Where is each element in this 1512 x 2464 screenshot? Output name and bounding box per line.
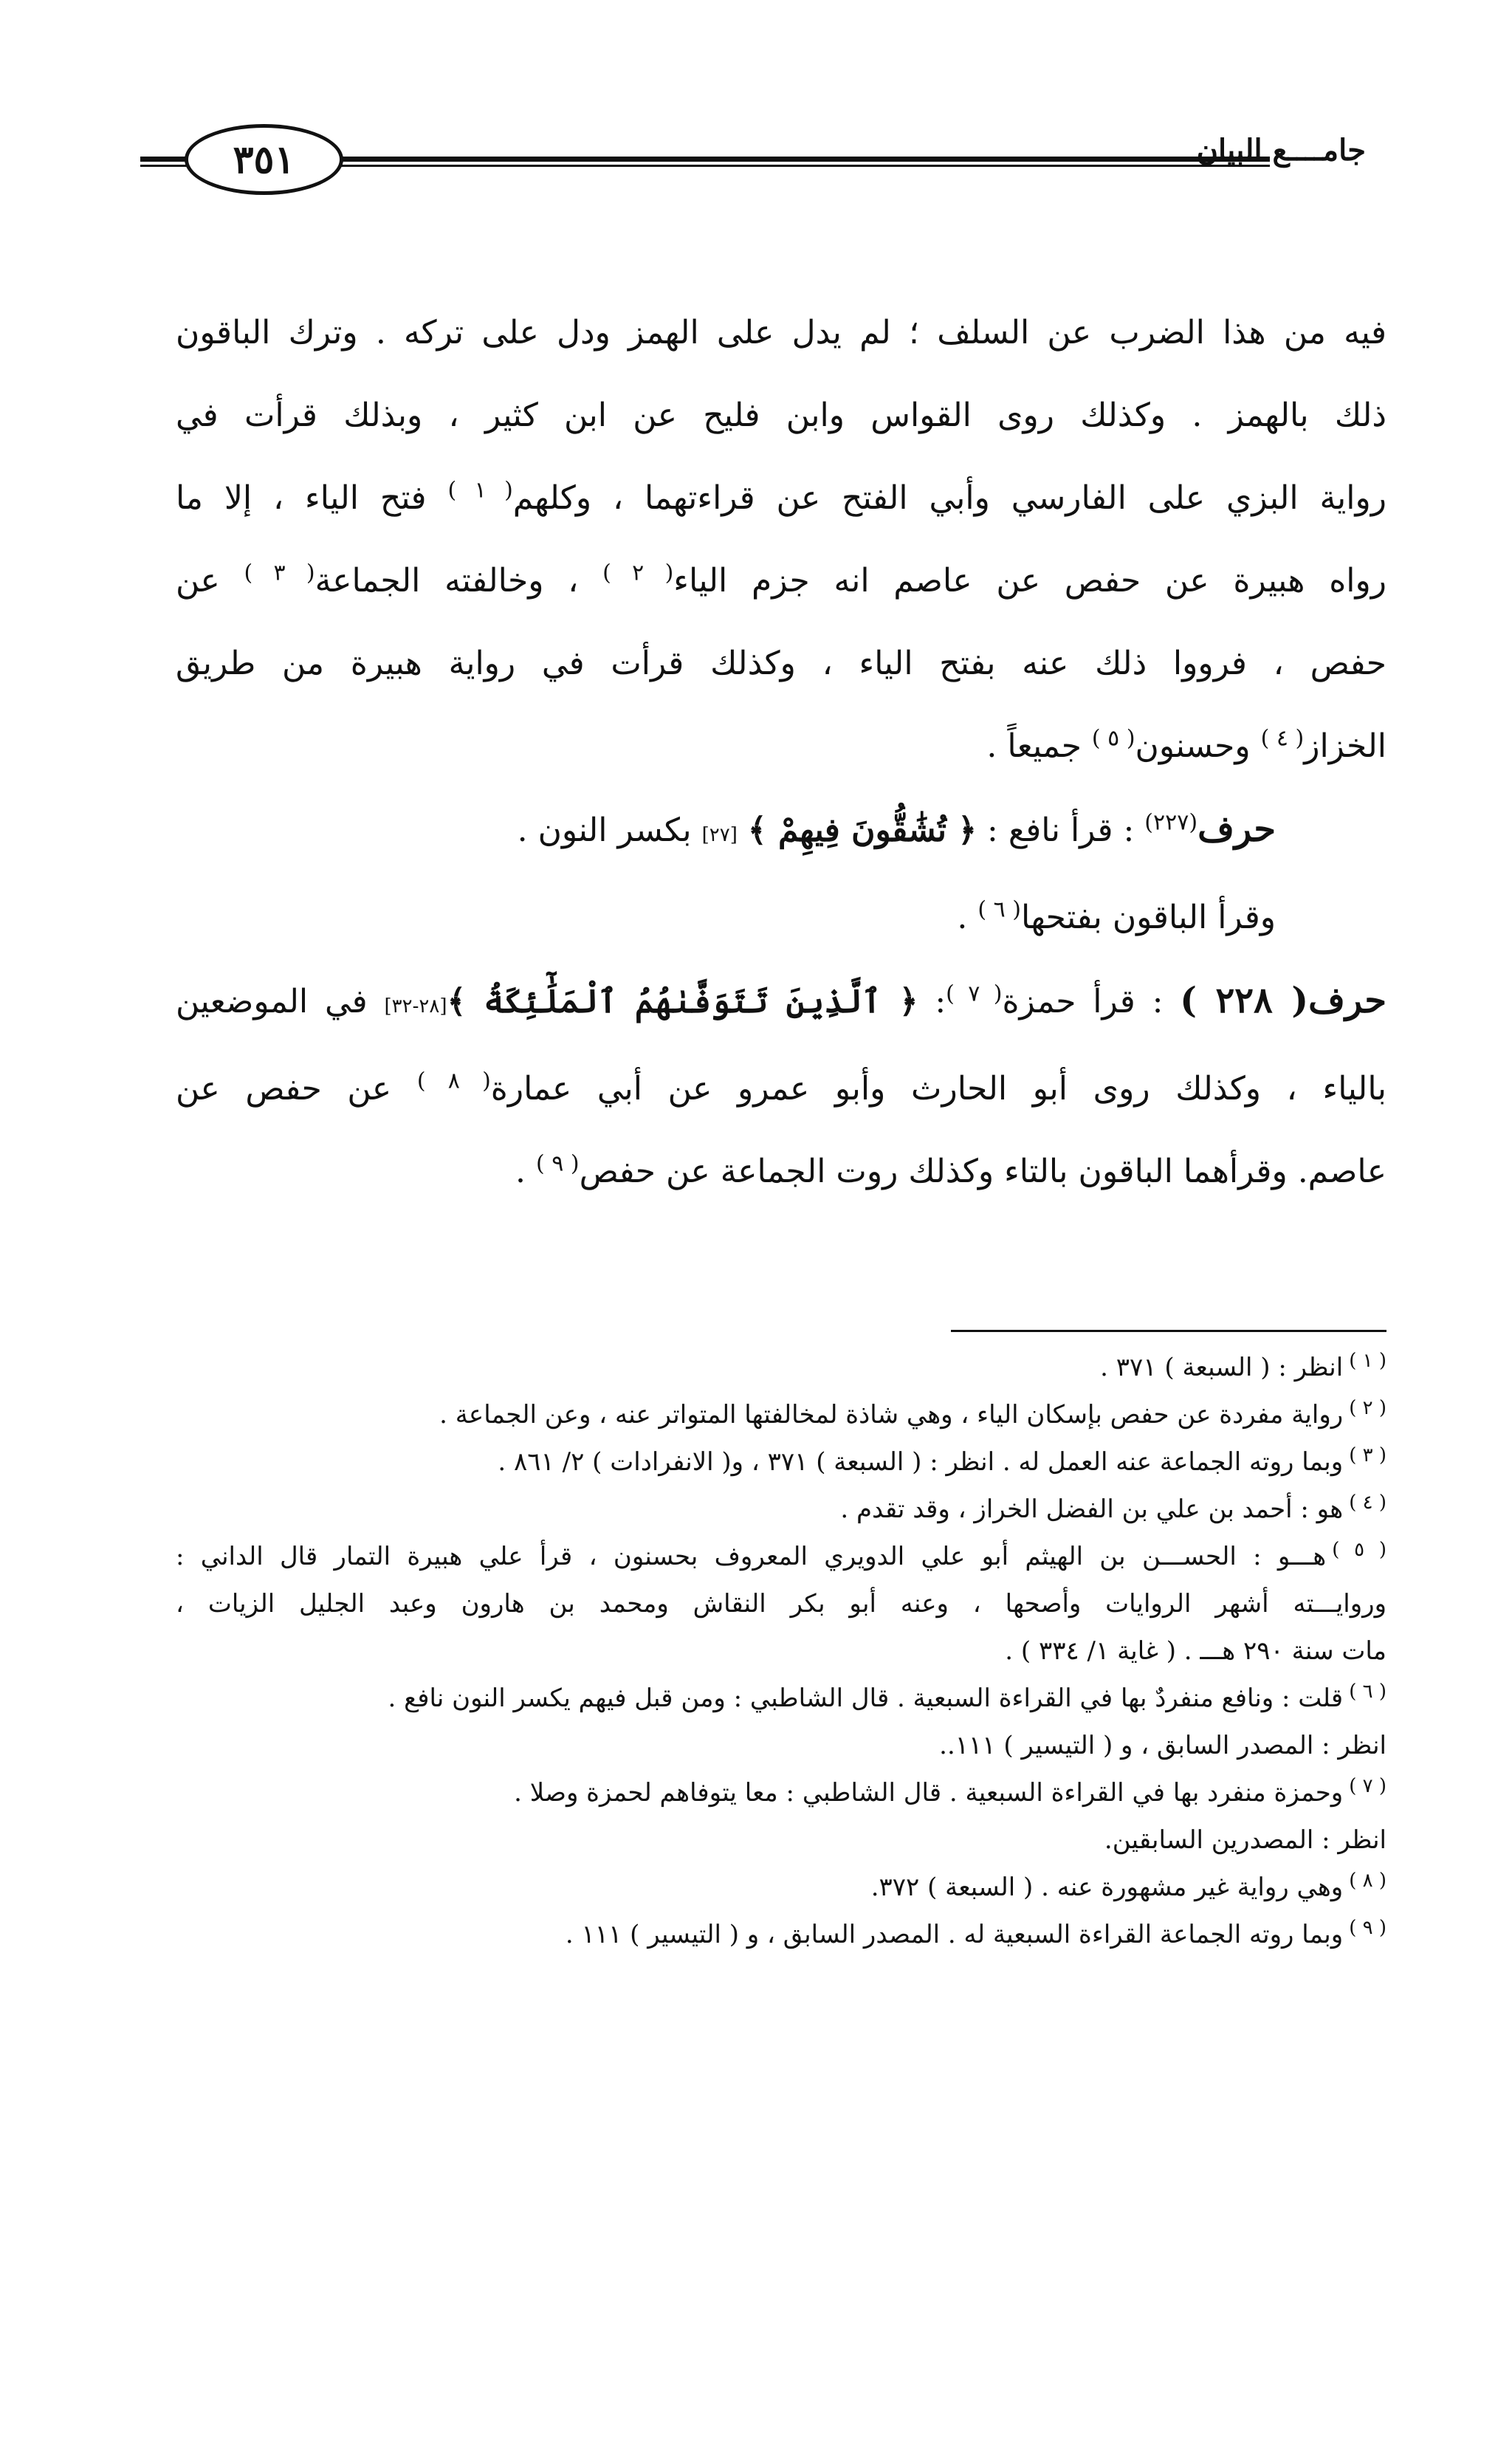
text-segment: رواية البزي على الفارسي وأبي الفتح عن قراءتهما ، وكلهم xyxy=(512,479,1386,517)
text-line xyxy=(176,959,1386,1048)
footnote-line: انظر : المصدرين السابقين. xyxy=(1104,1825,1386,1855)
text-segment: . xyxy=(957,899,968,936)
paragraph-harf-227 xyxy=(176,788,1386,959)
text-segment: الخزاز xyxy=(1304,727,1386,765)
footnote-9 xyxy=(176,1911,1386,1958)
footnote-7 xyxy=(176,1769,1386,1864)
text-segment: في الموضعين xyxy=(176,983,368,1020)
quran-verse: ﴿ ٱلَّذِينَ تَتَوَفَّىٰهُمُ ٱلْمَلَٰٓئِكَةُ ﴾ xyxy=(447,983,918,1020)
footnote-text: وبما روته الجماعة عنه العمل له . انظر : ( السبعة ) ٣٧١ ، و( الانفرادات ) ٢/ ٨٦١ . xyxy=(498,1447,1344,1477)
footnote-ref-5: ( ٥ ) xyxy=(1091,725,1135,752)
footnote-text: هو : أحمد بن علي بن الفضل الخراز ، وقد تقدم . xyxy=(840,1494,1344,1524)
footnote-4 xyxy=(176,1486,1386,1533)
book-title: جامــــع البيان xyxy=(1196,133,1366,168)
footnote-text: وهي رواية غير مشهورة عنه . ( السبعة ) ٣٧٢. xyxy=(870,1873,1344,1902)
quran-verse: ﴿ تُشَٰقُّونَ فِيهِمْ ﴾ xyxy=(747,811,977,849)
text-segment: . xyxy=(515,1153,526,1190)
harf-number: (٢٢٧) xyxy=(1144,809,1198,836)
footnote-number: ( ٢ ) xyxy=(1349,1396,1386,1419)
main-text xyxy=(176,292,1386,1213)
footnote-number: ( ٩ ) xyxy=(1349,1916,1386,1939)
footnote-line xyxy=(176,1769,1386,1816)
text-segment: وقرأ الباقون بفتحها xyxy=(1020,899,1276,936)
header-rule-right xyxy=(336,157,1270,167)
footnote-line xyxy=(176,1533,1386,1580)
harf-number: ( ٢٢٨ ) xyxy=(1180,980,1309,1021)
footnote-number: ( ٧ ) xyxy=(1349,1774,1386,1797)
text-line: ذلك بالهمز . وكذلك روى القواس وابن فليح عن ابن كثير ، وبذلك قرأت في xyxy=(176,397,1386,434)
verse-reference: [٢٨-٣٢] xyxy=(384,995,447,1017)
text-segment: : xyxy=(935,983,946,1020)
paragraph-intro xyxy=(176,292,1386,788)
footnote-line: انظر : المصدر السابق ، و ( التيسير ) ١١١.. xyxy=(939,1731,1386,1760)
footnote-text: وحمزة منفرد بها في القراءة السبعية . قال الشاطبي : معا يتوفاهم لحمزة وصلا . xyxy=(514,1778,1344,1808)
footnote-8 xyxy=(176,1864,1386,1911)
footnote-line: وروايـــته أشهر الروايات وأصحها ، وعنه أبو بكر النقاش ومحمد بن هارون وعبد الجليل الزيات ، xyxy=(176,1589,1386,1619)
verse-reference: [٢٧] xyxy=(701,824,738,846)
text-segment: رواه هبيرة عن حفص عن عاصم انه جزم الياء xyxy=(673,562,1386,600)
footnote-2 xyxy=(176,1391,1386,1438)
footnotes xyxy=(176,1344,1386,1958)
text-line xyxy=(176,457,1386,540)
footnote-ref-6: ( ٦ ) xyxy=(977,896,1021,923)
text-line xyxy=(176,705,1386,788)
footnote-ref-8: ( ٨ ) xyxy=(416,1068,491,1094)
footnote-number: ( ١ ) xyxy=(1349,1349,1386,1372)
footnote-ref-3: ( ٣ ) xyxy=(244,560,315,586)
harf-label: حرف xyxy=(1308,980,1386,1021)
footnote-number: ( ٨ ) xyxy=(1349,1869,1386,1892)
footnote-number: ( ٤ ) xyxy=(1349,1491,1386,1514)
footnote-ref-4: ( ٤ ) xyxy=(1260,725,1305,752)
text-segment: بالياء ، وكذلك روى أبو الحارث وأبو عمرو عن أبي عمارة xyxy=(490,1070,1386,1108)
footnote-ref-2: ( ٢ ) xyxy=(602,560,674,586)
footnote-separator xyxy=(951,1330,1386,1332)
footnote-text: رواية مفردة عن حفص بإسكان الياء ، وهي شاذة لمخالفتها المتواتر عنه ، وعن الجماعة . xyxy=(439,1400,1344,1430)
footnote-text: قلت : ونافع منفردٌ بها في القراءة السبعية . قال الشاطبي : ومن قبل فيهم يكسر النون نافع . xyxy=(388,1684,1344,1713)
footnote-1 xyxy=(176,1344,1386,1391)
footnote-text: انظر : ( السبعة ) ٣٧١ . xyxy=(1100,1353,1344,1382)
footnote-line: مات سنة ٢٩٠ هـــ . ( غاية ١/ ٣٣٤ ) . xyxy=(1005,1636,1386,1666)
footnote-ref-9: ( ٩ ) xyxy=(536,1150,580,1177)
text-line xyxy=(176,540,1386,622)
running-header xyxy=(140,124,1366,205)
footnote-6 xyxy=(176,1675,1386,1769)
text-segment: بكسر النون . xyxy=(517,811,692,849)
paragraph-harf-228 xyxy=(176,959,1386,1213)
text-segment: عن xyxy=(176,562,220,600)
text-line xyxy=(176,788,1276,876)
footnote-number: ( ٣ ) xyxy=(1349,1444,1386,1466)
harf-label: حرف xyxy=(1197,809,1276,850)
footnote-text: هـــو : الحســـن بن الهيثم أبو علي الدويري المعروف بحسنون ، قرأ علي هبيرة التمار قال الداني : xyxy=(176,1542,1327,1571)
footnote-line xyxy=(176,1675,1386,1722)
text-line xyxy=(176,1048,1386,1130)
text-segment: وحسنون xyxy=(1135,727,1251,765)
text-segment: ، وخالفته الجماعة xyxy=(315,562,579,600)
text-segment: : قرأ حمزة xyxy=(1002,983,1164,1020)
text-segment: عن حفص عن xyxy=(176,1070,392,1108)
text-line xyxy=(176,876,1276,959)
text-line: فيه من هذا الضرب عن السلف ؛ لم يدل على الهمز ودل على تركه . وترك الباقون xyxy=(176,314,1386,351)
text-line xyxy=(176,1130,1386,1213)
text-segment: عاصم. وقرأهما الباقون بالتاء وكذلك روت الجماعة عن حفص xyxy=(579,1153,1386,1190)
footnote-number: ( ٥ ) xyxy=(1332,1538,1386,1561)
page-number: ٣٥١ xyxy=(185,124,343,195)
footnote-number: ( ٦ ) xyxy=(1349,1680,1386,1703)
footnote-3 xyxy=(176,1438,1386,1486)
text-line: حفص ، فرووا ذلك عنه بفتح الياء ، وكذلك قرأت في رواية هبيرة من طريق xyxy=(176,645,1386,682)
footnote-ref-7: ( ٧ ) xyxy=(946,981,1003,1007)
footnote-5 xyxy=(176,1533,1386,1675)
text-segment: جميعاً . xyxy=(986,727,1082,765)
text-segment: : قرأ نافع : xyxy=(987,811,1135,849)
footnote-text: وبما روته الجماعة القراءة السبعية له . المصدر السابق ، و ( التيسير ) ١١١ . xyxy=(565,1920,1344,1949)
footnote-ref-1: ( ١ ) xyxy=(447,477,513,504)
text-segment: فتح الياء ، إلا ما xyxy=(176,479,427,517)
